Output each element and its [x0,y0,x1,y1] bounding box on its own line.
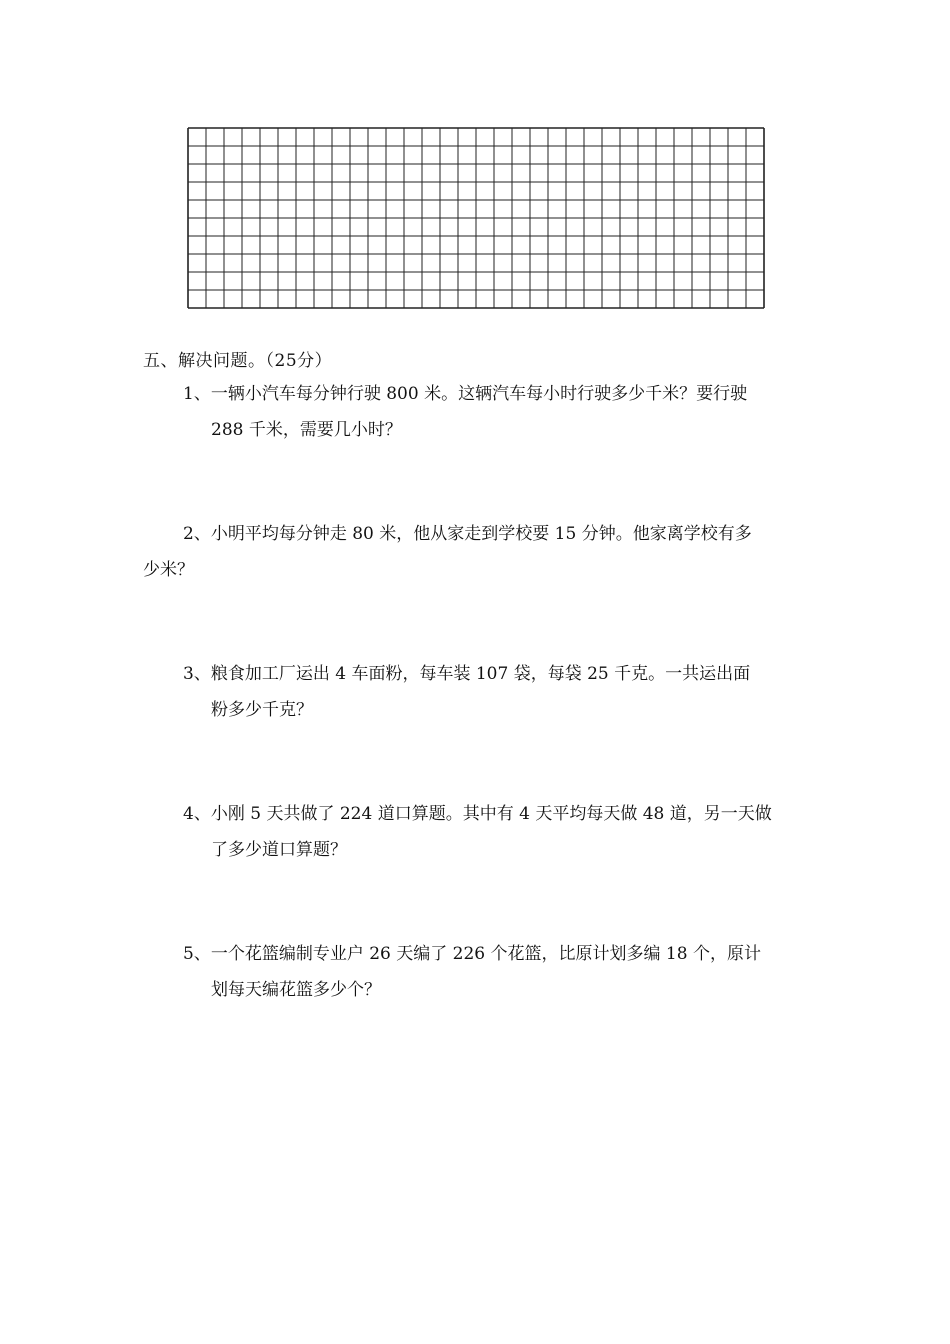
section-title: 五、解决问题。（25分） [143,351,333,371]
question-2 [143,516,752,588]
question-5-line-1: 5、一个花篮编制专业户 26 天编了 226 个花篮，比原计划多编 18 个，原计 [183,944,761,964]
question-1-line-1: 1、一辆小汽车每分钟行驶 800 米。这辆汽车每小时行驶多少千米？要行驶 [183,384,748,404]
question-2-line-1: 2、小明平均每分钟走 80 米，他从家走到学校要 15 分钟。他家离学校有多 [183,524,752,544]
question-1-line-2: 288 千米，需要几小时？ [211,420,402,440]
question-4 [183,796,772,868]
question-1 [183,376,747,448]
answer-grid [187,127,765,309]
question-5 [183,936,761,1008]
question-4-line-2: 了多少道口算题？ [211,840,347,860]
answer-grid-lines [187,127,765,309]
question-2-line-2: 少米？ [143,560,194,580]
question-3-line-1: 3、粮食加工厂运出 4 车面粉，每车装 107 袋，每袋 25 千克。一共运出面 [183,664,751,684]
question-3-line-2: 粉多少千克？ [211,700,313,720]
question-3 [183,656,750,728]
question-4-line-1: 4、小刚 5 天共做了 224 道口算题。其中有 4 天平均每天做 48 道，另一天做 [183,804,772,824]
question-5-line-2: 划每天编花篮多少个？ [211,980,381,1000]
